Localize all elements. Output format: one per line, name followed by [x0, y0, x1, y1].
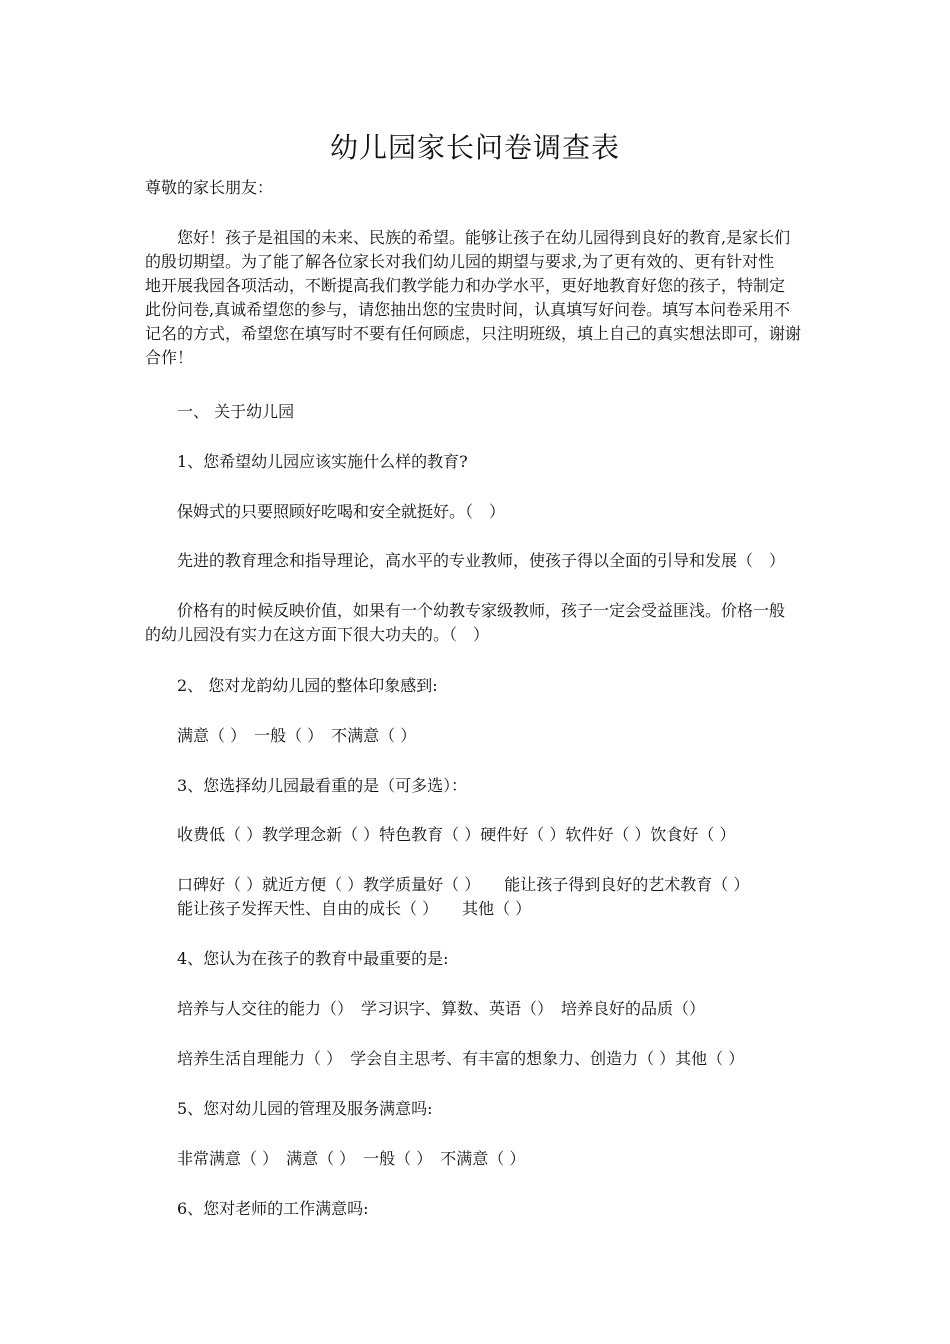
document-title: 幼儿园家长问卷调查表 [329, 131, 620, 164]
section-heading: 一、 关于幼儿园 [177, 402, 295, 421]
intro-line: 合作！ [145, 348, 194, 367]
q3-options: 能让孩子发挥天性、自由的成长（ ） 其他（ ） [177, 899, 532, 918]
intro-line: 您好！孩子是祖国的未来、民族的希望。能够让孩子在幼儿园得到良好的教育,是家长们 [177, 228, 791, 247]
question-3: 3、您选择幼儿园最看重的是（可多选）： [177, 776, 468, 795]
q1-option-c-cont: 的幼儿园没有实力在这方面下很大功夫的。（ ） [145, 625, 490, 644]
salutation: 尊敬的家长朋友： [145, 178, 274, 197]
q1-option-c: 价格有的时候反映价值，如果有一个幼教专家级教师，孩子一定会受益匪浅。价格一般 [177, 601, 786, 620]
q1-option-a: 保姆式的只要照顾好吃喝和安全就挺好。（ ） [177, 502, 506, 521]
q4-options: 培养生活自理能力（ ） 学会自主思考、有丰富的想象力、创造力（ ）其他（ ） [177, 1049, 745, 1068]
intro-line: 此份问卷,真诚希望您的参与，请您抽出您的宝贵时间，认真填写好问卷。填写本问卷采用不 [145, 300, 791, 319]
q3-options: 收费低（ ）教学理念新（ ）特色教育（ ）硬件好（ ）软件好（ ）饮食好（ ） [177, 825, 736, 844]
question-6: 6、您对老师的工作满意吗: [177, 1199, 369, 1218]
intro-line: 记名的方式，希望您在填写时不要有任何顾虑，只注明班级，填上自己的真实想法即可，谢谢 [145, 324, 802, 343]
q5-options: 非常满意（ ） 满意（ ） 一般（ ） 不满意（ ） [177, 1149, 526, 1168]
q2-options: 满意（ ） 一般（ ） 不满意（ ） [177, 726, 417, 745]
question-2: 2、 您对龙韵幼儿园的整体印象感到: [177, 676, 438, 695]
intro-line: 的殷切期望。为了能了解各位家长对我们幼儿园的期望与要求,为了更有效的、更有针对性 [145, 252, 775, 271]
intro-line: 地开展我园各项活动，不断提高我们教学能力和办学水平，更好地教育好您的孩子，特制定 [145, 276, 786, 295]
q1-option-b: 先进的教育理念和指导理论，高水平的专业教师，使孩子得以全面的引导和发展（ ） [177, 551, 786, 570]
question-1: 1、您希望幼儿园应该实施什么样的教育? [177, 452, 468, 471]
question-5: 5、您对幼儿园的管理及服务满意吗: [177, 1099, 433, 1118]
question-4: 4、您认为在孩子的教育中最重要的是: [177, 949, 449, 968]
q3-options: 口碑好（ ）就近方便（ ）教学质量好（ ） 能让孩子得到良好的艺术教育（ ） [177, 875, 750, 894]
q4-options: 培养与人交往的能力（） 学习识字、算数、英语（） 培养良好的品质（） [177, 999, 706, 1018]
